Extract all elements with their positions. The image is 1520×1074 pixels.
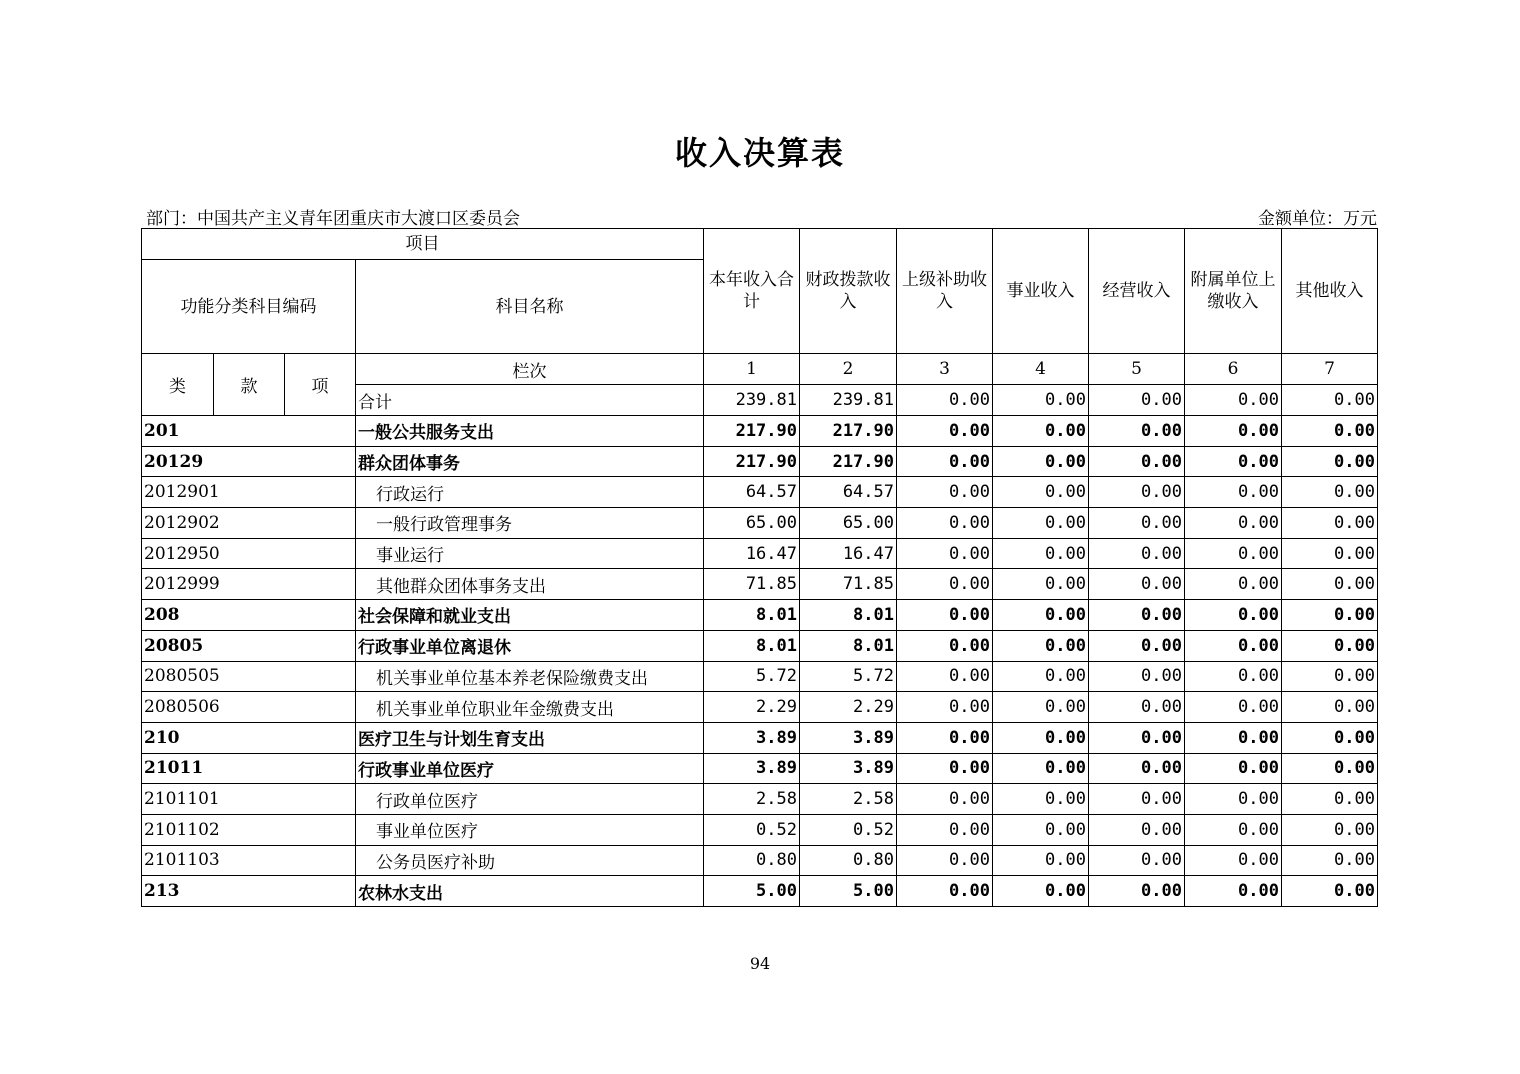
row-value: 0.00 <box>1282 416 1378 447</box>
row-value: 0.00 <box>993 722 1089 753</box>
row-value: 0.00 <box>1185 784 1282 815</box>
total-value: 0.00 <box>1089 385 1185 416</box>
row-value: 0.00 <box>1089 538 1185 569</box>
row-value: 64.57 <box>704 477 800 508</box>
row-code: 2012902 <box>142 508 356 539</box>
header-col5: 经营收入 <box>1089 229 1185 354</box>
row-value: 0.00 <box>897 508 993 539</box>
row-value: 0.00 <box>1282 600 1378 631</box>
row-value: 0.00 <box>1282 876 1378 907</box>
table-row <box>142 416 1378 447</box>
row-value: 0.00 <box>1185 692 1282 723</box>
table-row <box>142 753 1378 784</box>
col-number: 6 <box>1185 354 1282 385</box>
row-value: 0.00 <box>1282 661 1378 692</box>
row-value: 0.00 <box>1185 416 1282 447</box>
table-row <box>142 630 1378 661</box>
header-col3: 上级补助收入 <box>897 229 993 354</box>
row-code: 21011 <box>142 753 356 784</box>
row-value: 217.90 <box>704 446 800 477</box>
row-value: 0.00 <box>897 722 993 753</box>
row-name: 一般公共服务支出 <box>356 416 704 447</box>
row-value: 0.00 <box>993 477 1089 508</box>
row-code: 20805 <box>142 630 356 661</box>
row-value: 0.00 <box>993 508 1089 539</box>
row-value: 8.01 <box>704 630 800 661</box>
row-name: 社会保障和就业支出 <box>356 600 704 631</box>
row-value: 0.00 <box>1089 446 1185 477</box>
page-title: 收入决算表 <box>674 134 845 172</box>
row-value: 0.00 <box>1185 600 1282 631</box>
row-code: 2101102 <box>142 814 356 845</box>
row-value: 16.47 <box>800 538 897 569</box>
row-value: 0.00 <box>1282 630 1378 661</box>
row-value: 8.01 <box>800 600 897 631</box>
row-value: 0.00 <box>1089 508 1185 539</box>
row-value: 0.00 <box>1282 692 1378 723</box>
row-code: 2012901 <box>142 477 356 508</box>
row-value: 0.00 <box>897 600 993 631</box>
row-value: 0.00 <box>993 876 1089 907</box>
row-value: 0.00 <box>1282 569 1378 600</box>
table-row <box>142 538 1378 569</box>
row-value: 0.00 <box>1282 538 1378 569</box>
row-value: 0.00 <box>1185 508 1282 539</box>
table-row <box>142 661 1378 692</box>
row-value: 0.00 <box>1089 753 1185 784</box>
total-value: 239.81 <box>704 385 800 416</box>
row-code: 2012950 <box>142 538 356 569</box>
row-value: 0.00 <box>897 630 993 661</box>
row-value: 0.52 <box>704 814 800 845</box>
row-name: 行政事业单位离退休 <box>356 630 704 661</box>
row-value: 71.85 <box>704 569 800 600</box>
row-value: 0.00 <box>1089 784 1185 815</box>
row-code: 208 <box>142 600 356 631</box>
header-project: 项目 <box>142 229 704 260</box>
row-value: 3.89 <box>704 753 800 784</box>
row-value: 0.00 <box>993 416 1089 447</box>
table-row <box>142 814 1378 845</box>
header-col6: 附属单位上缴收入 <box>1185 229 1282 354</box>
row-value: 0.00 <box>1185 876 1282 907</box>
row-value: 0.00 <box>897 814 993 845</box>
row-value: 3.89 <box>800 753 897 784</box>
table-row <box>142 722 1378 753</box>
row-value: 0.00 <box>1089 845 1185 876</box>
table-row <box>142 692 1378 723</box>
row-value: 5.00 <box>800 876 897 907</box>
department-label: 部门：中国共产主义青年团重庆市大渡口区委员会 <box>146 209 520 229</box>
col-number: 3 <box>897 354 993 385</box>
row-value: 0.00 <box>993 569 1089 600</box>
row-name: 农林水支出 <box>356 876 704 907</box>
row-value: 0.00 <box>1089 722 1185 753</box>
row-name: 机关事业单位职业年金缴费支出 <box>356 692 704 723</box>
row-value: 0.00 <box>1185 538 1282 569</box>
row-name: 医疗卫生与计划生育支出 <box>356 722 704 753</box>
row-value: 0.00 <box>1089 477 1185 508</box>
row-value: 0.00 <box>1185 446 1282 477</box>
row-value: 0.00 <box>1089 692 1185 723</box>
row-code: 2012999 <box>142 569 356 600</box>
row-value: 5.00 <box>704 876 800 907</box>
total-value: 0.00 <box>897 385 993 416</box>
row-value: 3.89 <box>800 722 897 753</box>
row-value: 0.00 <box>897 477 993 508</box>
header-lanci: 栏次 <box>356 354 704 385</box>
row-value: 0.00 <box>1185 477 1282 508</box>
row-name: 公务员医疗补助 <box>356 845 704 876</box>
row-value: 0.00 <box>897 416 993 447</box>
row-value: 0.00 <box>1282 753 1378 784</box>
income-table <box>141 228 1378 907</box>
row-value: 64.57 <box>800 477 897 508</box>
row-code: 2080505 <box>142 661 356 692</box>
row-value: 5.72 <box>704 661 800 692</box>
header-col1: 本年收入合计 <box>704 229 800 354</box>
header-name: 科目名称 <box>356 260 704 354</box>
row-value: 0.00 <box>897 661 993 692</box>
row-value: 0.52 <box>800 814 897 845</box>
row-value: 0.00 <box>897 753 993 784</box>
total-label: 合计 <box>356 385 704 416</box>
row-value: 8.01 <box>704 600 800 631</box>
row-code: 2101101 <box>142 784 356 815</box>
col-number: 2 <box>800 354 897 385</box>
row-value: 0.00 <box>1089 661 1185 692</box>
header-lei: 类 <box>142 354 214 416</box>
row-value: 0.00 <box>993 600 1089 631</box>
row-value: 2.29 <box>800 692 897 723</box>
table-row <box>142 446 1378 477</box>
row-value: 0.00 <box>1185 753 1282 784</box>
row-value: 0.00 <box>993 538 1089 569</box>
row-value: 0.00 <box>1282 845 1378 876</box>
row-value: 0.00 <box>1089 569 1185 600</box>
header-xiang: 项 <box>285 354 356 416</box>
total-value: 239.81 <box>800 385 897 416</box>
row-value: 217.90 <box>704 416 800 447</box>
unit-label: 金额单位：万元 <box>1258 209 1377 229</box>
row-name: 一般行政管理事务 <box>356 508 704 539</box>
table-row <box>142 508 1378 539</box>
row-name: 行政单位医疗 <box>356 784 704 815</box>
row-name: 群众团体事务 <box>356 446 704 477</box>
row-value: 2.29 <box>704 692 800 723</box>
row-value: 65.00 <box>800 508 897 539</box>
row-value: 0.00 <box>897 692 993 723</box>
col-number: 1 <box>704 354 800 385</box>
row-value: 0.80 <box>800 845 897 876</box>
row-value: 0.00 <box>1282 814 1378 845</box>
row-value: 8.01 <box>800 630 897 661</box>
table-row <box>142 569 1378 600</box>
row-value: 0.00 <box>993 446 1089 477</box>
row-value: 0.00 <box>1185 722 1282 753</box>
row-value: 0.00 <box>1089 416 1185 447</box>
row-value: 0.00 <box>897 446 993 477</box>
header-col4: 事业收入 <box>993 229 1089 354</box>
row-value: 0.00 <box>993 630 1089 661</box>
row-name: 事业运行 <box>356 538 704 569</box>
row-value: 2.58 <box>800 784 897 815</box>
row-value: 5.72 <box>800 661 897 692</box>
row-value: 0.00 <box>1185 569 1282 600</box>
header-kuan: 款 <box>214 354 285 416</box>
row-value: 217.90 <box>800 416 897 447</box>
row-name: 事业单位医疗 <box>356 814 704 845</box>
row-code: 213 <box>142 876 356 907</box>
row-value: 2.58 <box>704 784 800 815</box>
col-number: 4 <box>993 354 1089 385</box>
row-value: 65.00 <box>704 508 800 539</box>
page-number: 94 <box>749 954 771 973</box>
row-value: 0.00 <box>1282 784 1378 815</box>
row-value: 16.47 <box>704 538 800 569</box>
row-value: 0.00 <box>897 845 993 876</box>
row-value: 0.00 <box>993 784 1089 815</box>
total-value: 0.00 <box>1185 385 1282 416</box>
header-col7: 其他收入 <box>1282 229 1378 354</box>
row-value: 0.00 <box>1185 630 1282 661</box>
total-value: 0.00 <box>1282 385 1378 416</box>
header-code-group: 功能分类科目编码 <box>142 260 356 354</box>
row-name: 机关事业单位基本养老保险缴费支出 <box>356 661 704 692</box>
row-code: 2101103 <box>142 845 356 876</box>
row-value: 0.00 <box>897 784 993 815</box>
row-value: 0.00 <box>1185 845 1282 876</box>
row-value: 0.00 <box>993 661 1089 692</box>
row-value: 0.00 <box>897 876 993 907</box>
row-value: 3.89 <box>704 722 800 753</box>
table-row <box>142 876 1378 907</box>
col-number: 7 <box>1282 354 1378 385</box>
row-code: 2080506 <box>142 692 356 723</box>
row-name: 行政运行 <box>356 477 704 508</box>
table-row <box>142 600 1378 631</box>
header-col2: 财政拨款收入 <box>800 229 897 354</box>
row-value: 0.00 <box>993 692 1089 723</box>
row-value: 71.85 <box>800 569 897 600</box>
row-value: 0.00 <box>1282 446 1378 477</box>
row-value: 0.00 <box>897 569 993 600</box>
row-value: 0.00 <box>1282 722 1378 753</box>
row-name: 其他群众团体事务支出 <box>356 569 704 600</box>
table-row <box>142 845 1378 876</box>
row-name: 行政事业单位医疗 <box>356 753 704 784</box>
row-value: 0.00 <box>1089 876 1185 907</box>
row-value: 0.00 <box>1185 814 1282 845</box>
row-code: 210 <box>142 722 356 753</box>
row-value: 0.00 <box>1282 477 1378 508</box>
row-code: 20129 <box>142 446 356 477</box>
col-number: 5 <box>1089 354 1185 385</box>
row-value: 0.00 <box>1185 661 1282 692</box>
row-value: 0.00 <box>897 538 993 569</box>
total-value: 0.00 <box>993 385 1089 416</box>
row-value: 0.80 <box>704 845 800 876</box>
row-value: 0.00 <box>1089 600 1185 631</box>
table-row <box>142 477 1378 508</box>
row-value: 0.00 <box>993 814 1089 845</box>
row-code: 201 <box>142 416 356 447</box>
row-value: 0.00 <box>993 753 1089 784</box>
row-value: 0.00 <box>993 845 1089 876</box>
row-value: 0.00 <box>1282 508 1378 539</box>
row-value: 0.00 <box>1089 630 1185 661</box>
table-row <box>142 784 1378 815</box>
row-value: 0.00 <box>1089 814 1185 845</box>
row-value: 217.90 <box>800 446 897 477</box>
